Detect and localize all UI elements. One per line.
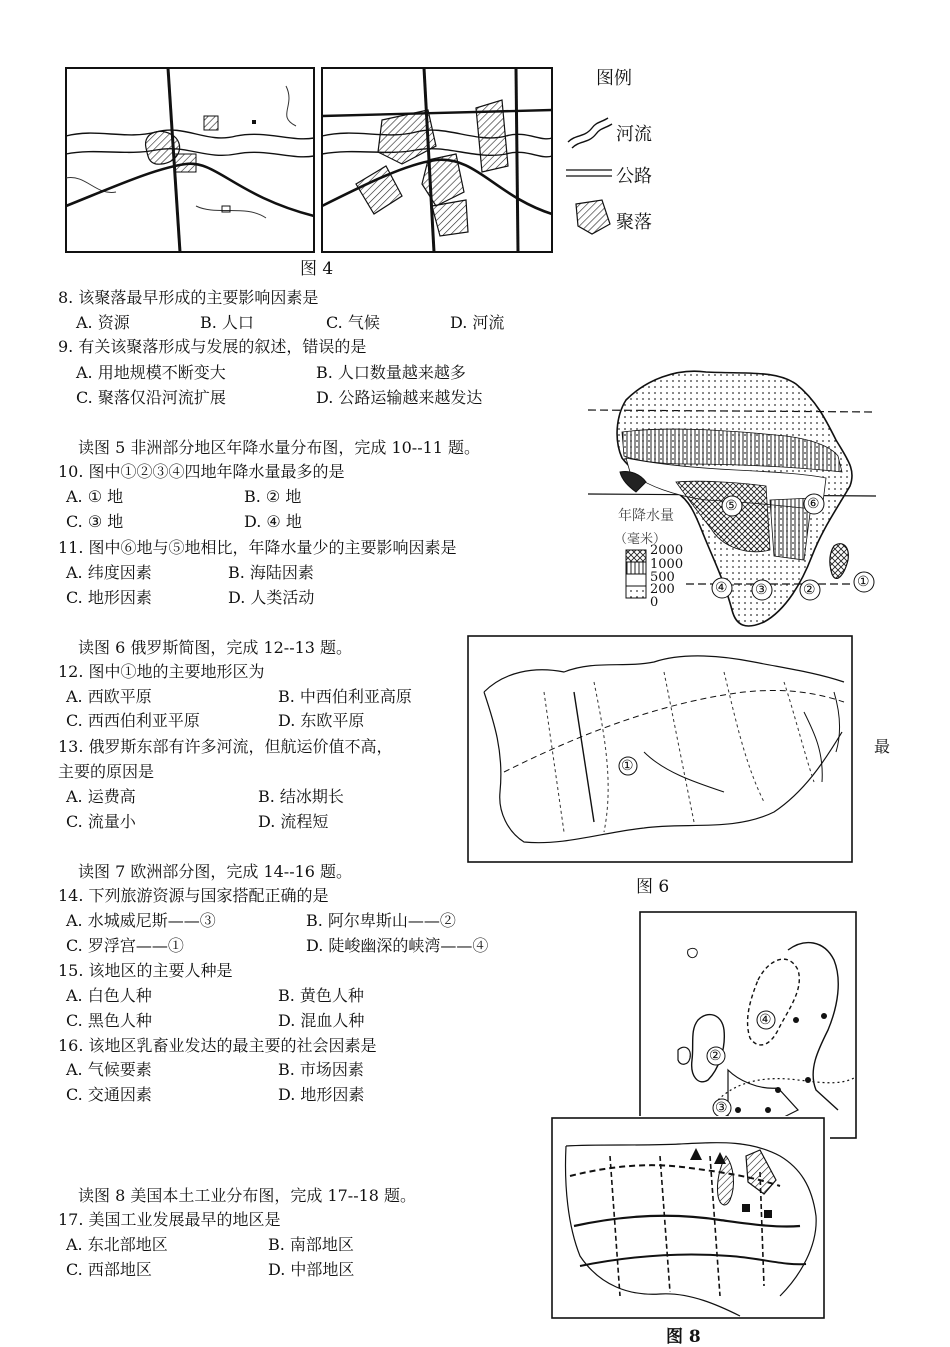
figure-4-caption: 图 4 <box>300 259 334 279</box>
q14-option-c[interactable]: C. 罗浮宫——① <box>66 936 184 955</box>
q12-stem: 12. 图中①地的主要地形区为 <box>58 662 265 681</box>
q15-option-a[interactable]: A. 白色人种 <box>66 986 152 1005</box>
figure-5-africa-map <box>586 360 878 634</box>
q12-option-a[interactable]: A. 西欧平原 <box>66 687 152 706</box>
legend-title: 图例 <box>596 68 632 89</box>
q8-option-b[interactable]: B. 人口 <box>200 313 254 332</box>
europe-marker-2: ② <box>709 1048 722 1064</box>
q15-option-c[interactable]: C. 黑色人种 <box>66 1011 152 1030</box>
africa-marker-1: ① <box>857 574 870 590</box>
q10-stem: 10. 图中①②③④四地年降水量最多的是 <box>58 462 345 481</box>
q16-option-b[interactable]: B. 市场因素 <box>278 1060 364 1079</box>
africa-marker-6: ⑥ <box>807 496 820 512</box>
q13-option-d[interactable]: D. 流程短 <box>258 812 329 831</box>
q16-option-a[interactable]: A. 气候要素 <box>66 1060 152 1079</box>
africa-legend-0: 0 <box>650 595 659 610</box>
q16-stem: 16. 该地区乳畜业发达的最主要的社会因素是 <box>58 1036 377 1055</box>
q17-stem: 17. 美国工业发展最早的地区是 <box>58 1210 281 1229</box>
q17-option-c[interactable]: C. 西部地区 <box>66 1260 152 1279</box>
figure-4-map-early <box>66 68 314 252</box>
q13-stem-continued: 主要的原因是 <box>58 762 155 781</box>
figure-8-caption: 图 8 <box>666 1327 701 1347</box>
q13-option-b[interactable]: B. 结冰期长 <box>258 787 344 806</box>
q14-option-b[interactable]: B. 阿尔卑斯山——② <box>306 911 456 930</box>
q10-option-a[interactable]: A. ① 地 <box>66 487 124 506</box>
q9-stem: 9. 有关该聚落形成与发展的叙述，错误的是 <box>58 337 367 356</box>
legend-settlement-label: 聚落 <box>616 212 652 233</box>
figure-4-map-later <box>322 68 552 252</box>
road-icon <box>566 170 612 176</box>
africa-marker-5: ⑤ <box>725 498 738 514</box>
q17-option-b[interactable]: B. 南部地区 <box>268 1235 354 1254</box>
q9-option-b[interactable]: B. 人口数量越来越多 <box>316 363 466 382</box>
q10-option-b[interactable]: B. ② 地 <box>244 487 302 506</box>
europe-marker-3: ③ <box>715 1100 728 1116</box>
q13-stem-tail: 最 <box>874 737 891 756</box>
q8-option-d[interactable]: D. 河流 <box>450 313 505 332</box>
russia-marker-1: ① <box>621 758 634 774</box>
africa-legend-2000: 2000 <box>650 543 684 558</box>
figure-4 <box>56 56 664 279</box>
intro-figure-7: 读图 7 欧洲部分图，完成 14--16 题。 <box>78 862 353 881</box>
q14-option-d[interactable]: D. 陡峻幽深的峡湾——④ <box>306 936 489 955</box>
q11-option-a[interactable]: A. 纬度因素 <box>66 563 152 582</box>
africa-legend-200: 200 <box>650 582 675 597</box>
intro-figure-6: 读图 6 俄罗斯简图，完成 12--13 题。 <box>78 638 353 657</box>
q11-option-c[interactable]: C. 地形因素 <box>66 588 152 607</box>
figure-6-russia-map <box>464 632 858 897</box>
q10-option-d[interactable]: D. ④ 地 <box>244 512 302 531</box>
q13-stem: 13. 俄罗斯东部有许多河流，但航运价值不高， <box>58 737 393 756</box>
europe-marker-4: ④ <box>759 1012 772 1028</box>
q15-option-d[interactable]: D. 混血人种 <box>278 1011 365 1030</box>
q16-option-d[interactable]: D. 地形因素 <box>278 1085 365 1104</box>
q11-option-b[interactable]: B. 海陆因素 <box>228 563 314 582</box>
q15-option-b[interactable]: B. 黄色人种 <box>278 986 364 1005</box>
africa-legend-title: 年降水量 <box>618 508 674 524</box>
africa-marker-4: ④ <box>715 580 728 596</box>
q14-stem: 14. 下列旅游资源与国家搭配正确的是 <box>58 886 329 905</box>
q17-option-d[interactable]: D. 中部地区 <box>268 1260 355 1279</box>
q12-option-d[interactable]: D. 东欧平原 <box>278 711 365 730</box>
africa-marker-3: ③ <box>755 582 768 598</box>
q13-option-c[interactable]: C. 流量小 <box>66 812 136 831</box>
q8-option-a[interactable]: A. 资源 <box>76 313 130 332</box>
q13-option-a[interactable]: A. 运费高 <box>66 787 136 806</box>
q11-option-d[interactable]: D. 人类活动 <box>228 588 315 607</box>
figure-6-caption: 图 6 <box>636 877 670 897</box>
africa-legend-unit: （毫米） <box>614 532 667 547</box>
q12-option-b[interactable]: B. 中西伯利亚高原 <box>278 687 412 706</box>
africa-marker-2: ② <box>803 582 816 598</box>
q16-option-c[interactable]: C. 交通因素 <box>66 1085 152 1104</box>
q11-stem: 11. 图中⑥地与⑤地相比，年降水量少的主要影响因素是 <box>58 538 457 557</box>
q17-option-a[interactable]: A. 东北部地区 <box>66 1235 168 1254</box>
legend-river-label: 河流 <box>616 124 652 145</box>
intro-figure-8: 读图 8 美国本土工业分布图，完成 17--18 题。 <box>78 1186 417 1205</box>
settlement-icon <box>576 200 610 234</box>
q15-stem: 15. 该地区的主要人种是 <box>58 961 233 980</box>
q8-option-c[interactable]: C. 气候 <box>326 313 380 332</box>
africa-legend-1000: 1000 <box>650 557 684 572</box>
figure-8-usa-map <box>550 1116 830 1347</box>
figure-7-europe-map <box>638 910 860 1140</box>
intro-figure-5: 读图 5 非洲部分地区年降水量分布图，完成 10--11 题。 <box>78 438 481 457</box>
q12-option-c[interactable]: C. 西西伯利亚平原 <box>66 711 200 730</box>
q14-option-a[interactable]: A. 水城威尼斯——③ <box>66 911 216 930</box>
q8-stem: 8. 该聚落最早形成的主要影响因素是 <box>58 288 319 307</box>
q9-option-a[interactable]: A. 用地规模不断变大 <box>76 363 226 382</box>
africa-legend-500: 500 <box>650 570 675 585</box>
q9-option-c[interactable]: C. 聚落仅沿河流扩展 <box>76 388 226 407</box>
q9-option-d[interactable]: D. 公路运输越来越发达 <box>316 388 483 407</box>
river-icon <box>568 118 612 148</box>
legend-road-label: 公路 <box>616 166 652 187</box>
q10-option-c[interactable]: C. ③ 地 <box>66 512 124 531</box>
